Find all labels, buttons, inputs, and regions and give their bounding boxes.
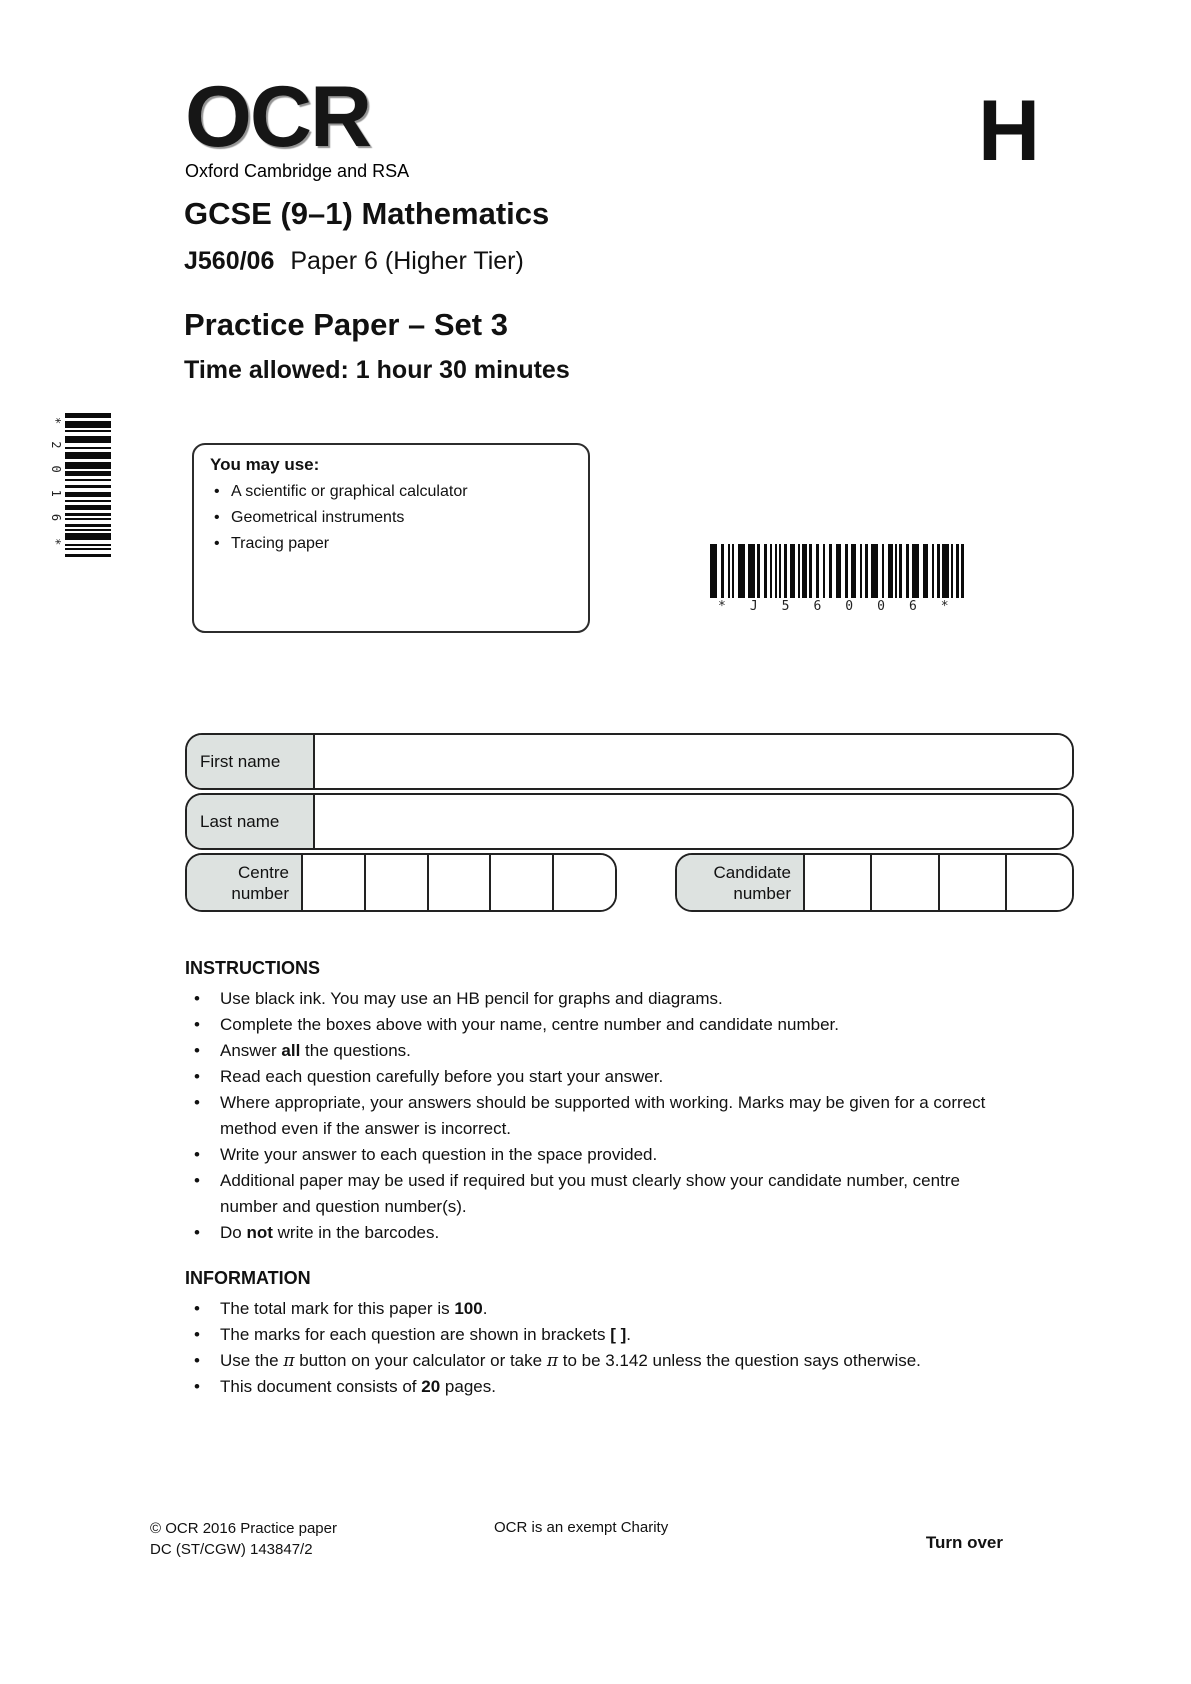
vertical-barcode-bars <box>65 413 111 563</box>
information-heading: INFORMATION <box>185 1268 311 1288</box>
information-section <box>185 1268 1007 1400</box>
information-item: • The marks for each question are shown in brackets [ ]. <box>185 1322 1007 1348</box>
vertical-barcode <box>45 413 111 563</box>
equipment-item: • Geometrical instruments <box>210 505 572 531</box>
vertical-barcode-label: *2016* <box>49 417 63 563</box>
information-list <box>185 1296 1007 1400</box>
instruction-item: • Use black ink. You may use an HB pencil for graphs and diagrams. <box>185 986 1007 1012</box>
you-may-use-title: You may use: <box>210 455 320 474</box>
candidate-number-cell[interactable] <box>803 855 870 910</box>
information-item: • The total mark for this paper is 100. <box>185 1296 1007 1322</box>
turn-over-label: Turn over <box>925 1533 1003 1552</box>
higher-tier-letter: H <box>978 83 1041 179</box>
you-may-use-list <box>210 479 572 557</box>
paper-barcode-bars <box>710 544 972 598</box>
centre-number-row <box>185 853 617 912</box>
you-may-use-box <box>192 443 590 633</box>
instruction-item: • Answer all the questions. <box>185 1038 1007 1064</box>
centre-number-cell[interactable] <box>552 855 615 910</box>
copyright-line-2: DC (ST/CGW) 143847/2 <box>150 1541 313 1558</box>
instructions-list <box>185 986 1007 1246</box>
footer-copyright <box>150 1518 337 1560</box>
instructions-heading: INSTRUCTIONS <box>185 958 320 978</box>
centre-number-cell[interactable] <box>427 855 490 910</box>
instructions-section <box>185 958 1007 1246</box>
last-name-label: Last name <box>187 795 315 848</box>
instruction-item: • Additional paper may be used if required but you must clearly show your candidate number, centre number and question number(s). <box>185 1168 1007 1220</box>
paper-barcode-label: *J56006* <box>718 599 973 614</box>
candidate-number-cell[interactable] <box>1005 855 1072 910</box>
candidate-number-label: Candidate number <box>677 855 803 910</box>
practice-paper-title: Practice Paper – Set 3 <box>184 307 508 342</box>
paper-subtitle: Paper 6 (Higher Tier) <box>290 247 524 275</box>
first-name-input[interactable] <box>315 735 1072 788</box>
copyright-line-1: © OCR 2016 Practice paper <box>150 1520 337 1537</box>
first-name-label: First name <box>187 735 315 788</box>
paper-barcode <box>710 544 972 614</box>
ocr-logo <box>185 69 410 182</box>
paper-code: J560/06 <box>184 247 275 275</box>
candidate-number-cells <box>803 855 1072 910</box>
centre-number-cells <box>301 855 615 910</box>
centre-number-cell[interactable] <box>489 855 552 910</box>
centre-number-cell[interactable] <box>364 855 427 910</box>
equipment-item: • Tracing paper <box>210 531 572 557</box>
paper-code-line <box>184 247 524 276</box>
time-allowed: Time allowed: 1 hour 30 minutes <box>184 356 570 384</box>
last-name-input[interactable] <box>315 795 1072 848</box>
instruction-item: • Do not write in the barcodes. <box>185 1220 1007 1246</box>
candidate-number-cell[interactable] <box>870 855 937 910</box>
charity-note: OCR is an exempt Charity <box>494 1519 669 1536</box>
instruction-item: • Read each question carefully before you start your answer. <box>185 1064 1007 1090</box>
information-item: • This document consists of 20 pages. <box>185 1374 1007 1400</box>
equipment-item: • A scientific or graphical calculator <box>210 479 572 505</box>
qualification-title: GCSE (9–1) Mathematics <box>184 196 550 231</box>
ocr-logo-tagline: Oxford Cambridge and RSA <box>185 161 410 181</box>
centre-number-cell[interactable] <box>301 855 364 910</box>
instruction-item: • Complete the boxes above with your name, centre number and candidate number. <box>185 1012 1007 1038</box>
last-name-row <box>185 793 1074 850</box>
candidate-number-cell[interactable] <box>938 855 1005 910</box>
candidate-number-row <box>675 853 1074 912</box>
instruction-item: • Where appropriate, your answers should be supported with working. Marks may be given for a correct method even if the answer is incorrect. <box>185 1090 1007 1142</box>
information-item: • Use the π button on your calculator or take π to be 3.142 unless the question says otherwise. <box>185 1348 1007 1374</box>
centre-number-label: Centre number <box>187 855 301 910</box>
ocr-logo-text: OCR <box>185 69 371 165</box>
first-name-row <box>185 733 1074 790</box>
instruction-item: • Write your answer to each question in the space provided. <box>185 1142 1007 1168</box>
